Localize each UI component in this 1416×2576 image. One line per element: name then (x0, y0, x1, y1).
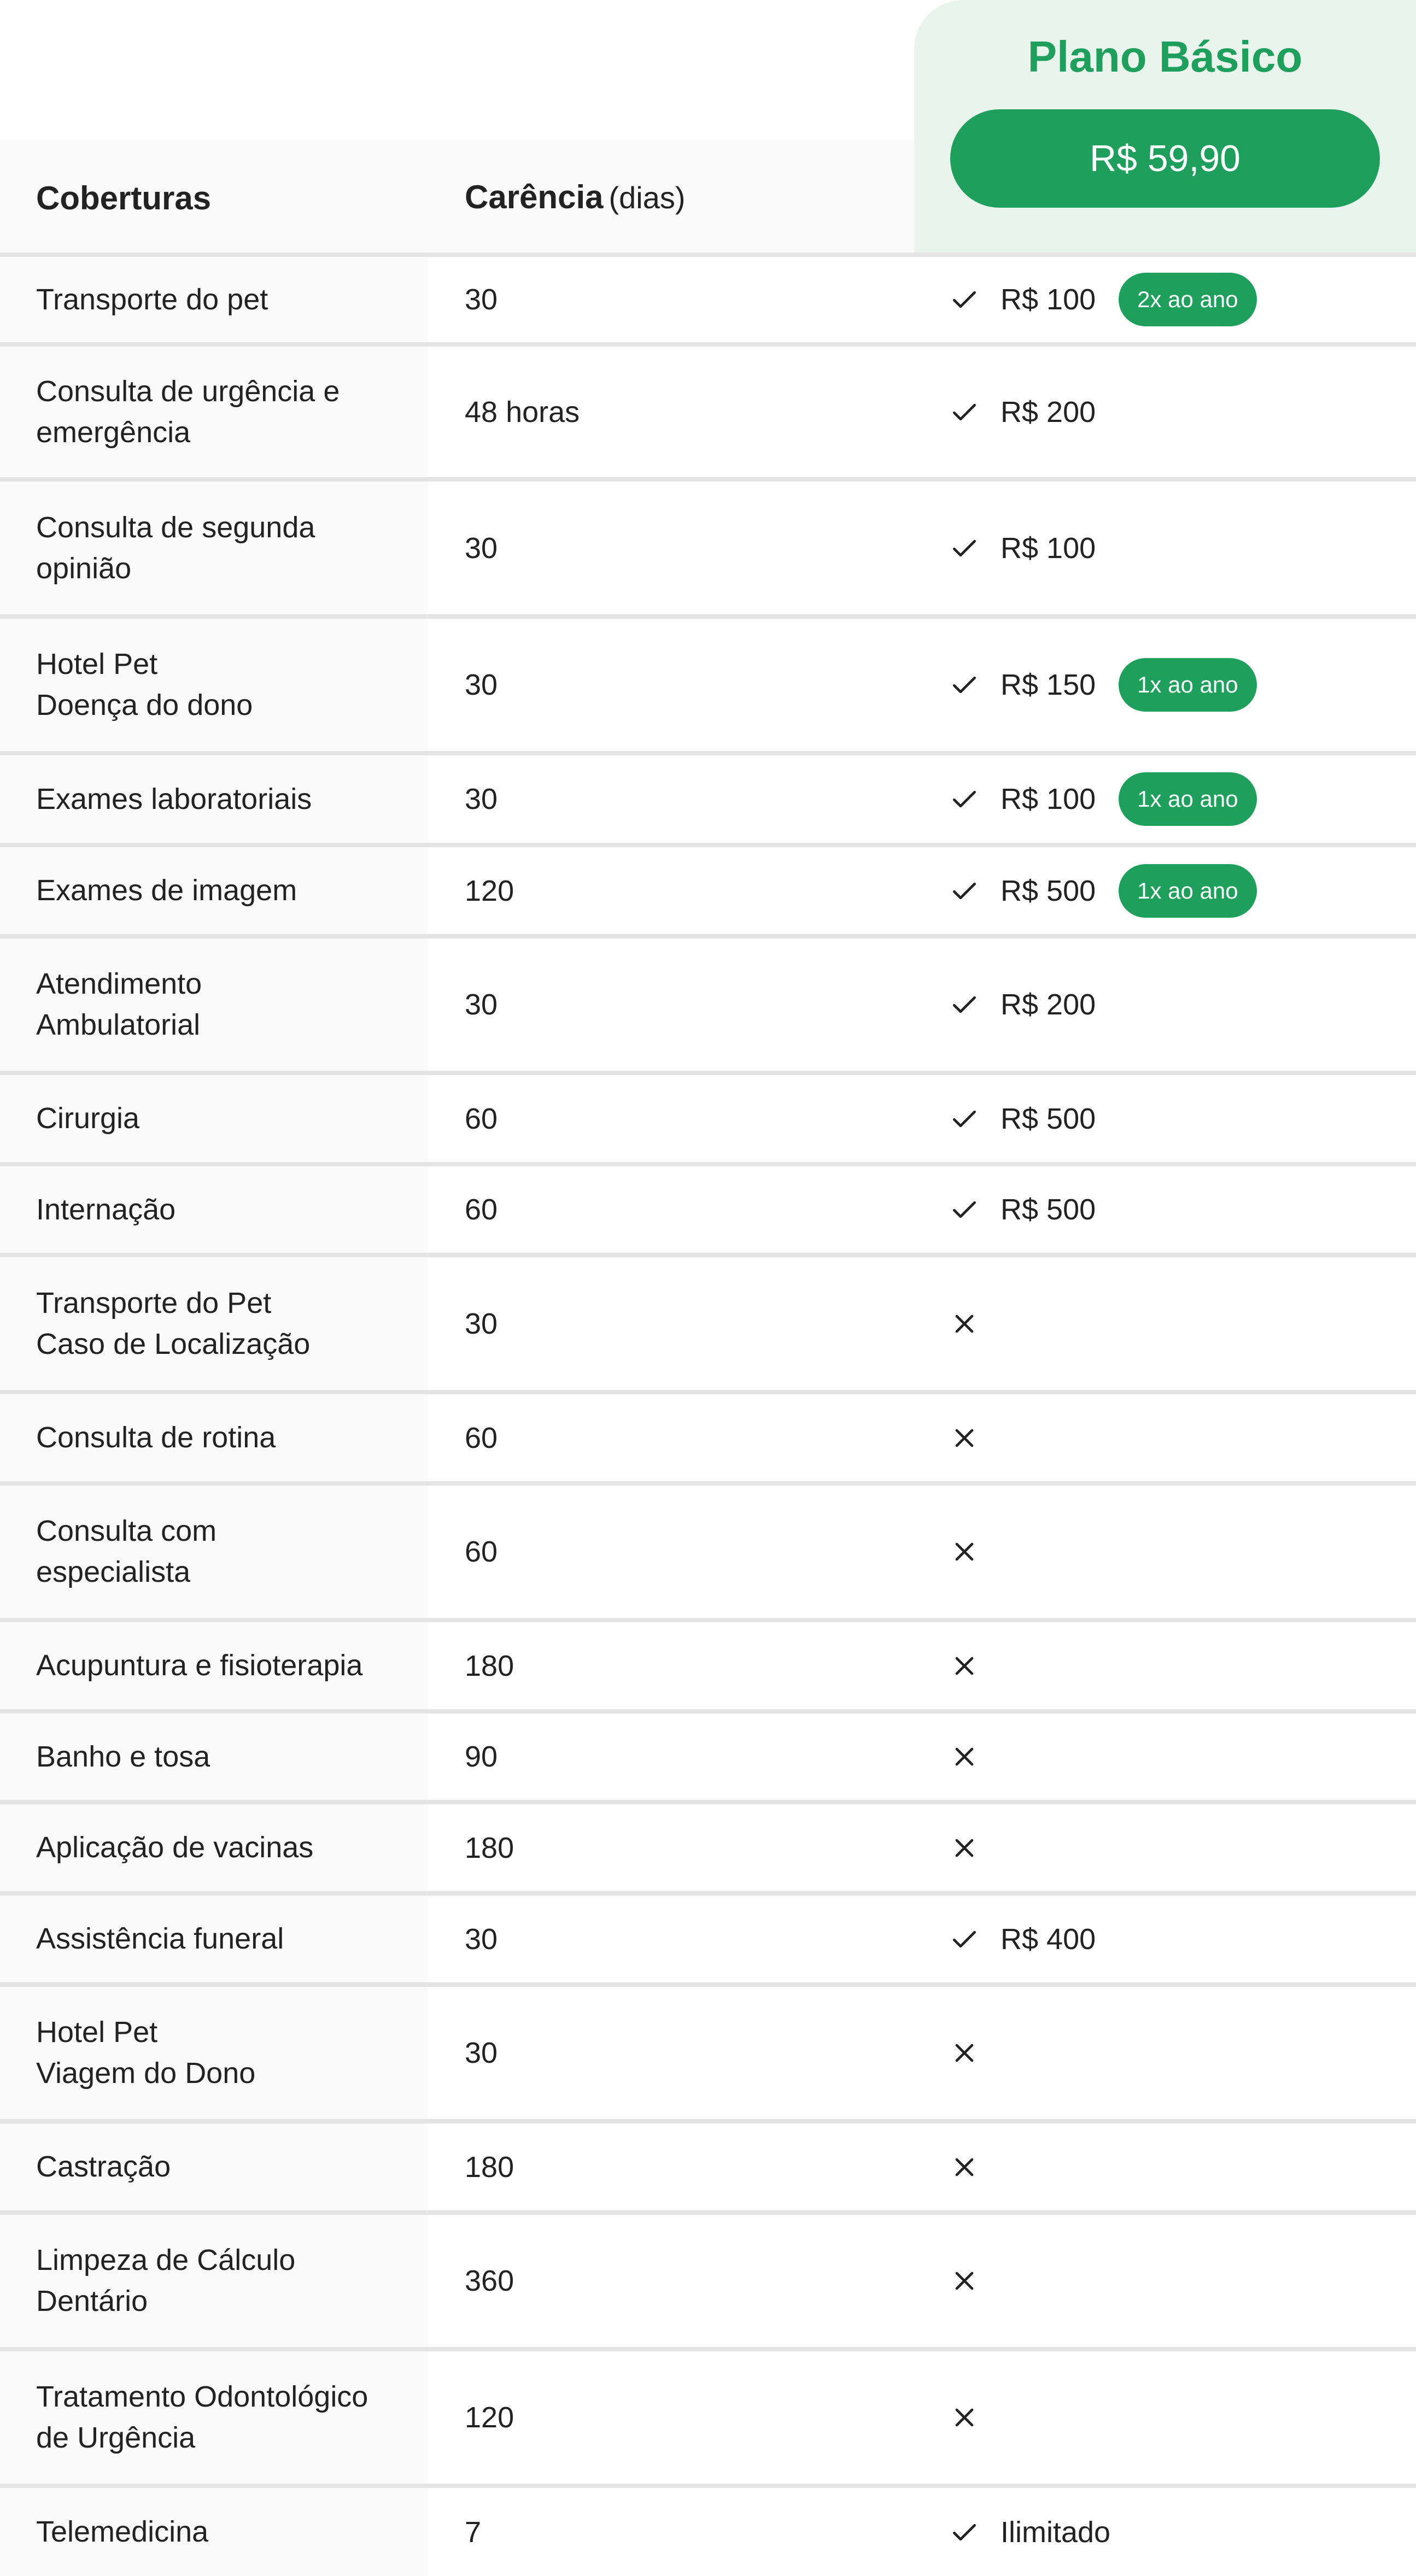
check-icon (949, 284, 980, 315)
grace-period: 360 (465, 2264, 514, 2297)
coverage-name (0, 1166, 428, 1253)
coverage-name-line: emergência (36, 415, 191, 449)
plan-coverage (949, 755, 1257, 843)
coverage-name-line: Transporte do Pet (36, 1286, 272, 1319)
table-row (0, 1618, 1416, 1709)
plan-coverage (949, 1166, 1096, 1253)
check-icon (949, 989, 980, 1020)
coverage-name-line: Consulta de rotina (36, 1421, 276, 1454)
table-row (0, 1891, 1416, 1982)
close-icon (949, 1741, 980, 1772)
coverage-name-line: de Urgência (36, 2421, 196, 2454)
coverage-name-line: Castração (36, 2150, 171, 2183)
table-row (0, 614, 1416, 751)
coverage-value: R$ 200 (1000, 395, 1096, 429)
coverage-name (0, 2488, 428, 2576)
table-row (0, 934, 1416, 1071)
plan-price-button[interactable]: R$ 59,90 (950, 109, 1380, 208)
grace-header-unit: (dias) (608, 180, 686, 215)
coverage-name-line: Consulta de segunda (36, 510, 315, 544)
close-icon (949, 2038, 980, 2068)
grace-period: 7 (465, 2515, 482, 2549)
coverage-name-line: Caso de Localização (36, 1327, 311, 1360)
table-row (0, 1390, 1416, 1481)
coverage-value: R$ 150 (1000, 668, 1096, 701)
grace-period: 60 (465, 1193, 498, 1226)
plan-coverage (949, 2488, 1110, 2576)
grace-column-header (465, 178, 686, 216)
grace-period: 60 (465, 1535, 498, 1568)
grace-period: 30 (465, 2037, 498, 2069)
coverage-name (0, 1257, 428, 1390)
coverage-name (0, 1394, 428, 1481)
grace-period: 30 (465, 283, 498, 316)
coverage-value: R$ 500 (1000, 874, 1096, 907)
coverage-name (0, 2351, 428, 2484)
coverage-value: R$ 500 (1000, 1102, 1096, 1135)
coverage-value: R$ 100 (1000, 783, 1096, 815)
plan-coverage (949, 1896, 1096, 1982)
coverage-value: R$ 200 (1000, 988, 1096, 1021)
coverage-name-line: Assistência funeral (36, 1922, 284, 1955)
coverage-name-line: Exames laboratoriais (36, 782, 312, 815)
table-row (0, 477, 1416, 614)
coverage-name (0, 347, 428, 477)
coverage-name-line: Ambulatorial (36, 1008, 201, 1041)
coverage-value: R$ 500 (1000, 1193, 1096, 1226)
coverage-name (0, 1804, 428, 1891)
table-row (0, 1982, 1416, 2119)
grace-header-label: Carência (465, 179, 604, 215)
grace-period: 30 (465, 531, 498, 565)
plan-coverage (949, 2215, 980, 2347)
table-header (0, 140, 914, 253)
grace-period: 48 horas (465, 395, 580, 429)
table-row (0, 2347, 1416, 2484)
plan-coverage (949, 938, 1096, 1071)
grace-period: 30 (465, 783, 498, 815)
close-icon (949, 1423, 980, 1453)
check-icon (949, 784, 980, 814)
coverage-name (0, 619, 428, 751)
coverage-name-line: opinião (36, 551, 132, 585)
check-icon (949, 876, 980, 906)
grace-period: 30 (465, 1922, 498, 1956)
coverage-name (0, 482, 428, 614)
coverage-name-line: Viagem do Dono (36, 2057, 256, 2090)
coverage-name-line: Limpeza de Cálculo (36, 2244, 296, 2276)
coverage-name-line: Banho e tosa (36, 1740, 210, 1773)
table-row (0, 1071, 1416, 1162)
frequency-badge: 1x ao ano (1119, 864, 1257, 918)
close-icon (949, 1833, 980, 1863)
table-row (0, 1800, 1416, 1891)
table-row (0, 1253, 1416, 1390)
coverage-name-line: especialista (36, 1556, 191, 1588)
table-row (0, 1709, 1416, 1800)
grace-period: 90 (465, 1740, 498, 1773)
grace-period: 180 (465, 2150, 514, 2184)
plan-coverage (949, 1622, 980, 1709)
plan-coverage (949, 257, 1257, 342)
table-row (0, 843, 1416, 934)
grace-period: 30 (465, 988, 498, 1021)
coverage-name-line: Hotel Pet (36, 648, 158, 680)
coverage-name-line: Atendimento (36, 967, 202, 1000)
close-icon (949, 2152, 980, 2182)
plan-coverage (949, 1987, 980, 2119)
coverage-name (0, 257, 428, 342)
coverage-name-line: Exames de imagem (36, 874, 297, 907)
coverage-name (0, 1987, 428, 2119)
coverage-name (0, 755, 428, 843)
coverage-name-line: Tratamento Odontológico (36, 2380, 368, 2413)
close-icon (949, 2402, 980, 2433)
check-icon (949, 397, 980, 427)
check-icon (949, 2517, 980, 2548)
plan-coverage (949, 2123, 980, 2210)
coverage-value: R$ 400 (1000, 1922, 1096, 1956)
grace-period: 60 (465, 1421, 498, 1454)
plan-coverage (949, 1075, 1096, 1162)
coverage-name (0, 1075, 428, 1162)
table-row (0, 2210, 1416, 2347)
plan-coverage (949, 1394, 980, 1481)
coverage-name-line: Internação (36, 1193, 176, 1226)
table-row (0, 1162, 1416, 1253)
plan-coverage (949, 847, 1257, 934)
frequency-badge: 1x ao ano (1119, 658, 1257, 712)
check-icon (949, 1104, 980, 1134)
coverage-name (0, 938, 428, 1071)
coverage-name-line: Consulta de urgência e (36, 374, 340, 408)
coverage-name (0, 1622, 428, 1709)
check-icon (949, 533, 980, 564)
coverage-name-line: Consulta com (36, 1515, 217, 1547)
coverage-name-line: Transporte do pet (36, 283, 268, 316)
coverage-value: Ilimitado (1000, 2515, 1111, 2549)
plan-coverage (949, 347, 1096, 477)
table-row (0, 1481, 1416, 1618)
coverage-name-line: Hotel Pet (36, 2016, 158, 2049)
grace-period: 120 (465, 874, 514, 907)
coverage-name (0, 1896, 428, 1982)
coverage-name (0, 1486, 428, 1618)
grace-period: 60 (465, 1102, 498, 1135)
check-icon (949, 1194, 980, 1225)
plan-coverage (949, 1257, 980, 1390)
table-row (0, 253, 1416, 342)
close-icon (949, 1651, 980, 1681)
coverage-name-line: Acupuntura e fisioterapia (36, 1649, 363, 1682)
coverage-name (0, 847, 428, 934)
grace-period: 30 (465, 668, 498, 701)
plan-coverage (949, 619, 1257, 751)
coverage-value: R$ 100 (1000, 283, 1096, 316)
table-row (0, 751, 1416, 843)
coverage-name (0, 2123, 428, 2210)
grace-period: 180 (465, 1649, 514, 1682)
plan-coverage (949, 482, 1096, 614)
plan-coverage (949, 1804, 980, 1891)
close-icon (949, 1536, 980, 1567)
coverage-name (0, 1714, 428, 1800)
coverage-name (0, 2215, 428, 2347)
plan-card (914, 0, 1416, 253)
check-icon (949, 1924, 980, 1955)
coverage-name-line: Doença do dono (36, 689, 253, 721)
table-row (0, 342, 1416, 477)
coverage-value: R$ 100 (1000, 531, 1096, 565)
check-icon (949, 670, 980, 700)
coverage-name-line: Dentário (36, 2285, 148, 2317)
table-row (0, 2119, 1416, 2210)
frequency-badge: 2x ao ano (1119, 273, 1257, 326)
coverage-name-line: Cirurgia (36, 1102, 140, 1135)
plan-coverage (949, 2351, 980, 2484)
grace-period: 180 (465, 1831, 514, 1864)
coverage-name-line: Telemedicina (36, 2515, 209, 2548)
coverage-name-line: Aplicação de vacinas (36, 1831, 314, 1864)
coverages-column-header: Coberturas (36, 180, 212, 216)
table-row (0, 2484, 1416, 2576)
plan-coverage (949, 1714, 980, 1800)
frequency-badge: 1x ao ano (1119, 772, 1257, 826)
plan-name: Plano Básico (1027, 32, 1303, 81)
grace-period: 30 (465, 1307, 498, 1340)
grace-period: 120 (465, 2401, 514, 2434)
close-icon (949, 2266, 980, 2296)
plan-coverage (949, 1486, 980, 1618)
close-icon (949, 1308, 980, 1339)
